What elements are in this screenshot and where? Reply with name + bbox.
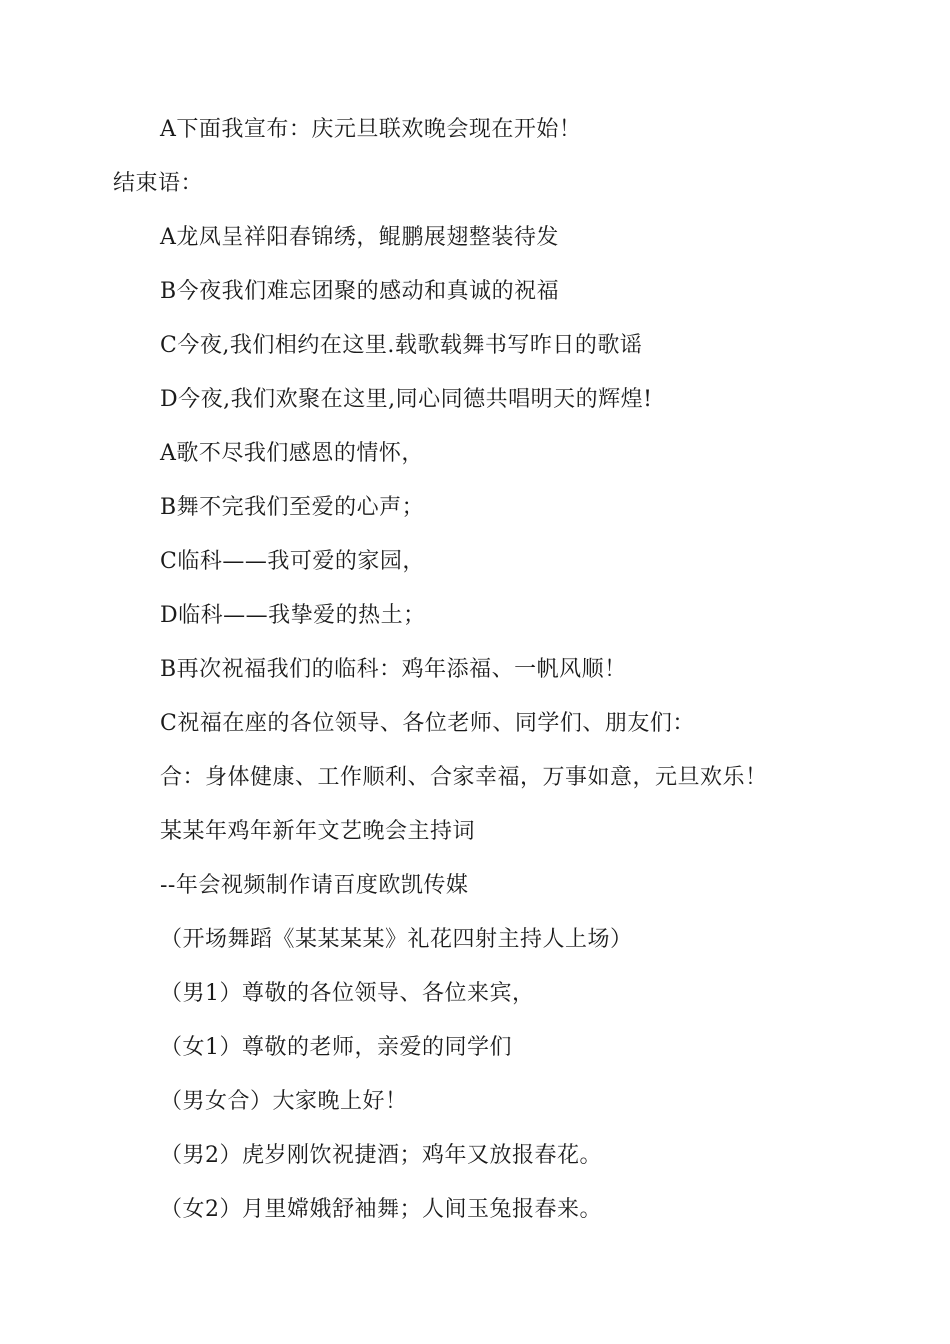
text-line: 合：身体健康、工作顺利、合家幸福，万事如意，元旦欢乐！: [160, 765, 768, 790]
text-line: C今夜,我们相约在这里.载歌载舞书写昨日的歌谣: [160, 333, 643, 358]
text-line: B再次祝福我们的临科：鸡年添福、一帆风顺！: [160, 657, 627, 682]
stage-direction: （开场舞蹈《某某某某》礼花四射主持人上场）: [160, 927, 633, 952]
section-heading: 结束语：: [113, 171, 204, 196]
text-line: A下面我宣布：庆元旦联欢晚会现在开始！: [160, 117, 582, 142]
text-line: （男女合）大家晚上好！: [160, 1089, 408, 1114]
text-line: D临科——我挚爱的热土；: [160, 603, 426, 628]
text-line: D今夜,我们欢聚在这里,同心同德共唱明天的辉煌!: [160, 387, 653, 412]
text-line: A龙凤呈祥阳春锦绣，鲲鹏展翅整装待发: [160, 225, 559, 250]
text-line: （女2）月里嫦娥舒袖舞；人间玉兔报春来。: [160, 1197, 602, 1222]
text-line: --年会视频制作请百度欧凯传媒: [160, 873, 469, 898]
text-line: （男1）尊敬的各位领导、各位来宾，: [160, 981, 535, 1006]
text-line: B舞不完我们至爱的心声；: [160, 495, 425, 520]
text-line: C临科——我可爱的家园，: [160, 549, 425, 574]
text-line: （女1）尊敬的老师，亲爱的同学们: [160, 1035, 512, 1060]
text-line: A歌不尽我们感恩的情怀，: [160, 441, 424, 466]
text-line: C祝福在座的各位领导、各位老师、同学们、朋友们：: [160, 711, 695, 736]
text-line: （男2）虎岁刚饮祝捷酒；鸡年又放报春花。: [160, 1143, 602, 1168]
document-title: 某某年鸡年新年文艺晚会主持词: [160, 819, 476, 844]
text-line: B今夜我们难忘团聚的感动和真诚的祝福: [160, 279, 560, 304]
